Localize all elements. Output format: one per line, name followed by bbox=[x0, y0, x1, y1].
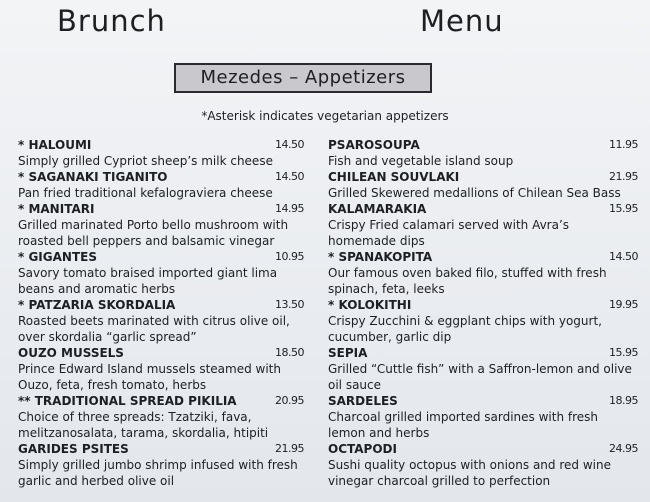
item-description: Charcoal grilled imported sardines with fresh lemon and herbs bbox=[328, 410, 598, 440]
menu-item bbox=[328, 393, 638, 441]
vegetarian-note: *Asterisk indicates vegetarian appetizers bbox=[201, 109, 449, 123]
menu-item bbox=[18, 249, 304, 297]
menu-title-menu: Menu bbox=[420, 4, 504, 38]
item-price: 15.95 bbox=[609, 346, 638, 359]
left-column bbox=[18, 137, 304, 489]
item-price: 21.95 bbox=[275, 442, 304, 455]
item-name: * KOLOKITHI bbox=[328, 298, 412, 312]
menu-item bbox=[328, 169, 638, 201]
menu-item bbox=[18, 201, 304, 249]
item-price: 18.50 bbox=[275, 346, 304, 359]
item-description: Fish and vegetable island soup bbox=[328, 154, 514, 168]
item-description: Pan fried traditional kefalograviera cheese bbox=[18, 186, 273, 200]
item-description: Grilled Skewered medallions of Chilean Sea Bass bbox=[328, 186, 621, 200]
item-price: 18.95 bbox=[609, 394, 638, 407]
menu-item bbox=[18, 137, 304, 169]
item-price: 14.50 bbox=[275, 170, 304, 183]
item-description: Choice of three spreads: Tzatziki, fava, melitzanosalata, tarama, skordalia, htipiti bbox=[18, 410, 269, 440]
item-name: * PATZARIA SKORDALIA bbox=[18, 298, 176, 312]
item-description: Savory tomato braised imported giant lima beans and aromatic herbs bbox=[18, 266, 278, 296]
menu-item bbox=[18, 345, 304, 393]
menu-item bbox=[328, 201, 638, 249]
menu-item bbox=[328, 297, 638, 345]
item-price: 13.50 bbox=[275, 298, 304, 311]
item-price: 14.50 bbox=[609, 250, 638, 263]
item-description: Crispy Zucchini & eggplant chips with yogurt, cucumber, garlic dip bbox=[328, 314, 602, 344]
menu-title-brunch: Brunch bbox=[57, 4, 166, 38]
item-price: 11.95 bbox=[609, 138, 638, 151]
menu-item bbox=[18, 393, 304, 441]
item-price: 19.95 bbox=[609, 298, 638, 311]
item-description: Simply grilled jumbo shrimp infused with fresh garlic and herbed olive oil bbox=[18, 458, 298, 488]
section-banner: Mezedes – Appetizers bbox=[174, 63, 432, 93]
item-name: SEPIA bbox=[328, 346, 368, 360]
item-description: Roasted beets marinated with citrus olive oil, over skordalia “garlic spread” bbox=[18, 314, 290, 344]
item-name: ** TRADITIONAL SPREAD PIKILIA bbox=[18, 394, 237, 408]
item-name: OCTAPODI bbox=[328, 442, 397, 456]
item-price: 24.95 bbox=[609, 442, 638, 455]
item-name: OUZO MUSSELS bbox=[18, 346, 124, 360]
item-price: 14.50 bbox=[275, 138, 304, 151]
item-name: CHILEAN SOUVLAKI bbox=[328, 170, 460, 184]
menu-item bbox=[18, 169, 304, 201]
right-column bbox=[328, 137, 638, 489]
menu-item bbox=[328, 441, 638, 489]
item-price: 10.95 bbox=[275, 250, 304, 263]
item-description: Grilled marinated Porto bello mushroom with roasted bell peppers and balsamic vinegar bbox=[18, 218, 289, 248]
item-description: Crispy Fried calamari served with Avra’s homemade dips bbox=[328, 218, 570, 248]
item-name: * SAGANAKI TIGANITO bbox=[18, 170, 168, 184]
item-description: Prince Edward Island mussels steamed with Ouzo, feta, fresh tomato, herbs bbox=[18, 362, 281, 392]
item-name: * GIGANTES bbox=[18, 250, 97, 264]
item-name: * HALOUMI bbox=[18, 138, 92, 152]
item-name: * SPANAKOPITA bbox=[328, 250, 433, 264]
item-price: 21.95 bbox=[609, 170, 638, 183]
menu-item bbox=[18, 297, 304, 345]
item-price: 20.95 bbox=[275, 394, 304, 407]
menu-item bbox=[328, 249, 638, 297]
menu-item bbox=[18, 441, 304, 489]
item-name: SARDELES bbox=[328, 394, 398, 408]
menu-item bbox=[328, 345, 638, 393]
item-price: 15.95 bbox=[609, 202, 638, 215]
item-description: Simply grilled Cypriot sheep’s milk cheese bbox=[18, 154, 273, 168]
menu-item bbox=[328, 137, 638, 169]
item-description: Sushi quality octopus with onions and red wine vinegar charcoal grilled to perfection bbox=[328, 458, 611, 488]
item-name: PSAROSOUPA bbox=[328, 138, 420, 152]
item-name: KALAMARAKIA bbox=[328, 202, 427, 216]
item-name: GARIDES PSITES bbox=[18, 442, 129, 456]
item-description: Our famous oven baked filo, stuffed with fresh spinach, feta, leeks bbox=[328, 266, 607, 296]
item-name: * MANITARI bbox=[18, 202, 95, 216]
item-price: 14.95 bbox=[275, 202, 304, 215]
item-description: Grilled “Cuttle fish” with a Saffron-lemon and olive oil sauce bbox=[328, 362, 632, 392]
